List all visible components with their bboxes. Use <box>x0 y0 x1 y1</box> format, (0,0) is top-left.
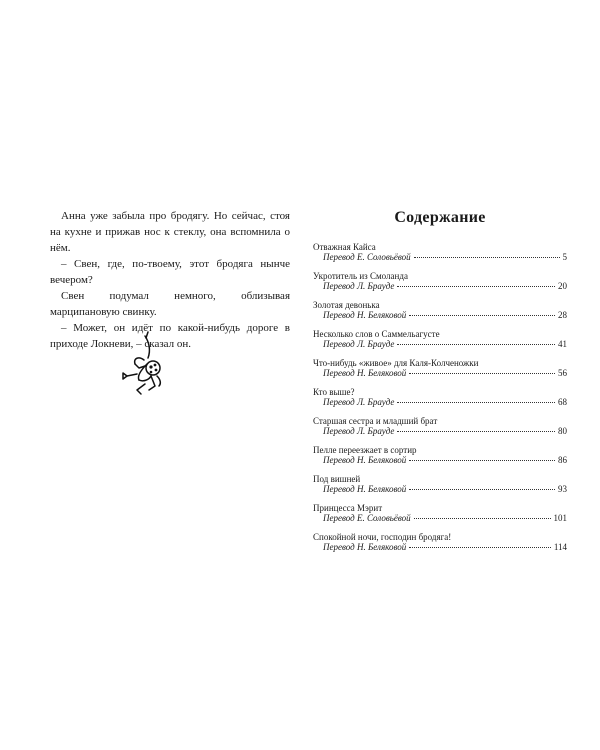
toc-entry[interactable] <box>313 532 567 552</box>
toc-translator-line <box>313 252 567 262</box>
toc-translator: Перевод Л. Брауде <box>323 281 395 291</box>
toc-story-title: Под вишней <box>313 474 361 484</box>
toc-leader-dots <box>397 344 555 345</box>
toc-story-title: Укротитель из Смоланда <box>313 271 408 281</box>
toc-leader-dots <box>414 518 551 519</box>
toc-entry[interactable] <box>313 300 567 320</box>
toc-leader-dots <box>397 431 555 432</box>
toc-leader-dots <box>409 460 555 461</box>
toc-translator: Перевод Е. Соловьёвой <box>323 252 411 262</box>
toc-translator: Перевод Л. Брауде <box>323 426 395 436</box>
toc-page-number: 28 <box>558 310 567 320</box>
toc-translator: Перевод Л. Брауде <box>323 339 395 349</box>
toc-translator: Перевод Н. Беляковой <box>323 542 407 552</box>
toc-page-number: 68 <box>558 397 567 407</box>
story-paragraph: Свен подумал немного, облизывая марципановую свинку. <box>50 290 290 318</box>
toc-list <box>313 242 567 552</box>
toc-translator: Перевод Н. Беляковой <box>323 310 407 320</box>
toc-entry[interactable] <box>313 445 567 465</box>
toc-translator: Перевод Н. Беляковой <box>323 484 407 494</box>
toc-translator-line <box>313 542 567 552</box>
toc-page-number: 41 <box>558 339 567 349</box>
toc-entry[interactable] <box>313 474 567 494</box>
toc-leader-dots <box>397 402 555 403</box>
toc-story-title: Кто выше? <box>313 387 355 397</box>
toc-entry[interactable] <box>313 503 567 523</box>
toc-page-number: 114 <box>553 542 567 552</box>
toc-translator: Перевод Н. Беляковой <box>323 368 407 378</box>
toc-translator-line <box>313 397 567 407</box>
toc-leader-dots <box>414 257 560 258</box>
toc-leader-dots <box>397 286 555 287</box>
toc-story-title: Пелле переезжает в сортир <box>313 445 417 455</box>
toc-page-number: 86 <box>558 455 567 465</box>
toc-page-number: 5 <box>562 252 567 262</box>
toc-story-title: Что-нибудь «живое» для Каля-Колченожки <box>313 358 479 368</box>
toc-translator: Перевод Н. Беляковой <box>323 455 407 465</box>
toc-story-title: Несколько слов о Саммельагусте <box>313 329 440 339</box>
toc-translator-line <box>313 281 567 291</box>
toc-translator: Перевод Л. Брауде <box>323 397 395 407</box>
story-paragraph: – Может, он идёт по какой-нибудь дороге в приходе Локневи, – сказал он. <box>50 322 290 350</box>
toc-translator-line <box>313 339 567 349</box>
toc-entry[interactable] <box>313 358 567 378</box>
toc-leader-dots <box>409 373 555 374</box>
story-paragraph: – Свен, где, по-твоему, этот бродяга нынче вечером? <box>50 258 290 286</box>
toc-leader-dots <box>409 315 555 316</box>
angel-trumpet-icon <box>115 328 175 408</box>
toc-page-number: 56 <box>558 368 567 378</box>
toc-entry[interactable] <box>313 416 567 436</box>
toc-leader-dots <box>409 547 551 548</box>
toc-story-title: Отважная Кайса <box>313 242 376 252</box>
toc-title: Содержание <box>394 209 486 226</box>
toc-entry[interactable] <box>313 271 567 291</box>
toc-story-title: Старшая сестра и младший брат <box>313 416 438 426</box>
toc-entry[interactable] <box>313 387 567 407</box>
toc-story-title: Золотая девонька <box>313 300 380 310</box>
toc-story-title: Принцесса Мэрит <box>313 503 383 513</box>
right-page <box>313 208 567 561</box>
toc-translator-line <box>313 484 567 494</box>
story-paragraph: Анна уже забыла про бродягу. Но сейчас, стоя на кухне и прижав нос к стеклу, она вспомнила о нём. <box>50 210 290 254</box>
toc-entry[interactable] <box>313 329 567 349</box>
toc-translator-line <box>313 455 567 465</box>
toc-page-number: 20 <box>558 281 567 291</box>
toc-page-number: 93 <box>558 484 567 494</box>
toc-page-number: 101 <box>553 513 567 523</box>
toc-translator-line <box>313 310 567 320</box>
toc-translator-line <box>313 513 567 523</box>
toc-translator: Перевод Е. Соловьёвой <box>323 513 411 523</box>
toc-story-title: Спокойной ночи, господин бродяга! <box>313 532 452 542</box>
toc-leader-dots <box>409 489 555 490</box>
toc-entry[interactable] <box>313 242 567 262</box>
toc-translator-line <box>313 368 567 378</box>
angel-trumpet-illustration <box>115 328 175 408</box>
toc-translator-line <box>313 426 567 436</box>
toc-page-number: 80 <box>558 426 567 436</box>
